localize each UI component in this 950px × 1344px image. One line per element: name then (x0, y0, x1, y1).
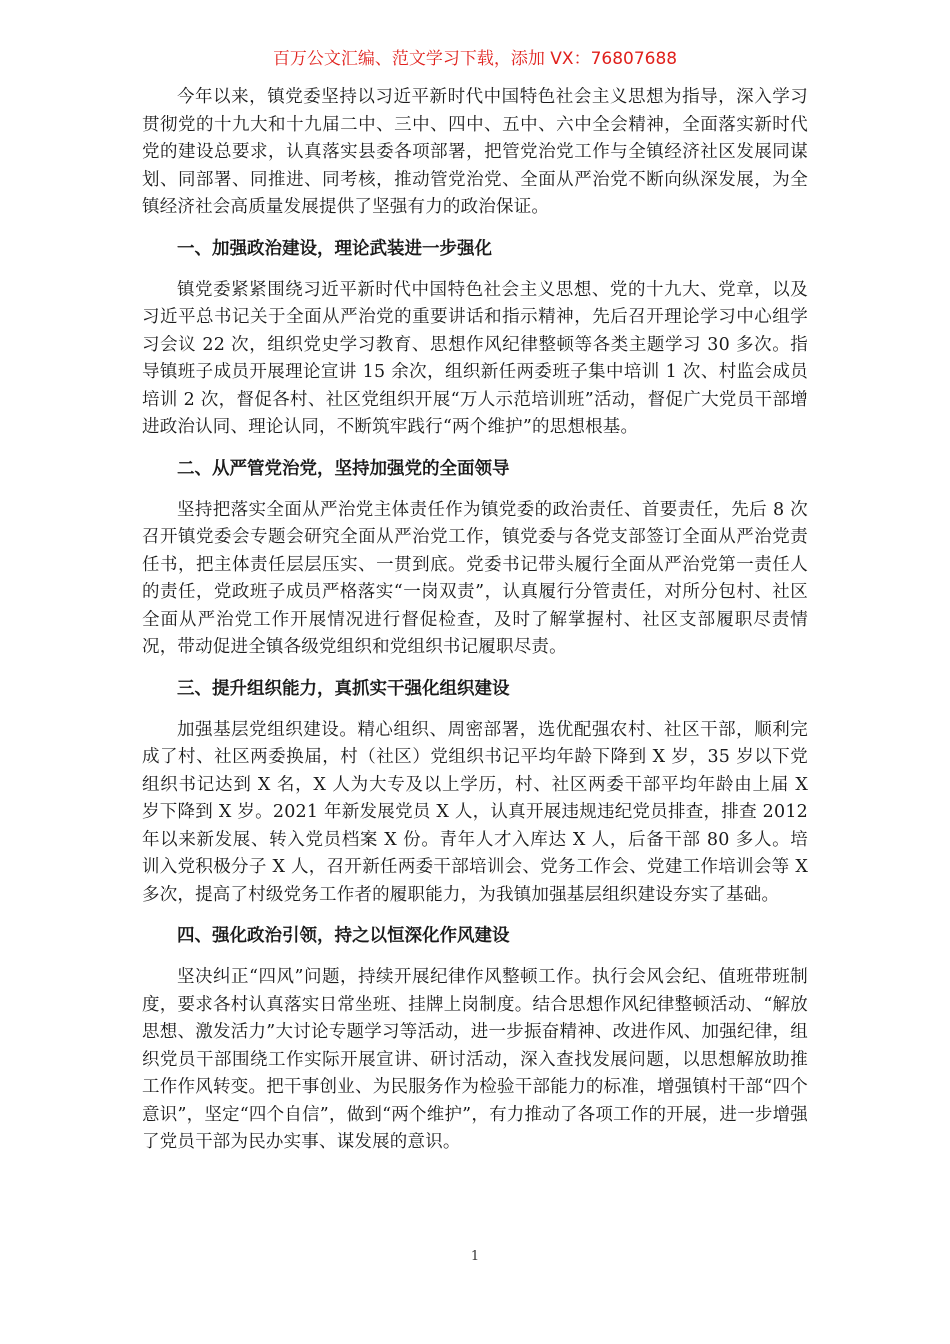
section-heading-4: 四、强化政治引领，持之以恒深化作风建设 (177, 926, 510, 946)
intro-paragraph: 今年以来，镇党委坚持以习近平新时代中国特色社会主义思想为指导，深入学习贯彻党的十九大和十九届二中、三中、四中、五中、六中全会精神，全面落实新时代党的建设总要求，认真落实县委各项部署，把管党治党工作与全镇经济社区发展同谋划、同部署、同推进、同考核，推动管党治党、全面从严治党不断向纵深发展，为全镇经济社会高质量发展提供了坚强有力的政治保证。 (142, 87, 808, 217)
section-paragraph-4: 坚决纠正“四风”问题，持续开展纪律作风整顿工作。执行会风会纪、值班带班制度，要求各村认真落实日常坐班、挂牌上岗制度。结合思想作风纪律整顿活动、“解放思想、激发活力”大讨论专题学习等活动，进一步振奋精神、改进作风、加强纪律，组织党员干部围绕工作实际开展宣讲、研讨活动，深入查找发展问题，以思想解放助推工作作风转变。把干事创业、为民服务作为检验干部能力的标准，增强镇村干部“四个意识”，坚定“四个自信”，做到“两个维护”，有力推动了各项工作的开展，进一步增强了党员干部为民办实事、谋发展的意识。 (142, 967, 808, 1152)
section-paragraph-2: 坚持把落实全面从严治党主体责任作为镇党委的政治责任、首要责任，先后 8 次召开镇党委会专题会研究全面从严治党工作，镇党委与各党支部签订全面从严治党责任书，把主体责任层层压实、一贯到底。党委书记带头履行全面从严治党第一责任人的责任，党政班子成员严格落实“一岗双责”，认真履行分管责任，对所分包村、社区全面从严治党工作开展情况进行督促检查，及时了解掌握村、社区支部履职尽责情况，带动促进全镇各级党组织和党组织书记履职尽责。 (142, 499, 808, 657)
section-paragraph-3: 加强基层党组织建设。精心组织、周密部署，选优配强农村、社区干部，顺利完成了村、社区两委换届，村（社区）党组织书记平均年龄下降到 X 岁，35 岁以下党组织书记达到 X 名，X 人为大专及以上学历，村、社区两委干部平均年龄由上届 X 岁下降到 X 岁。2021 年新发展党员 X 人，认真开展违规违纪党员排查，排查 2012 年以来新发展、转入党员档案 X 份。青年人才入库达 X 人，后备干部 80 多人。培训入党积极分子 X 人，召开新任两委干部培训会、党务工作会、党建工作培训会等 X 多次，提高了村级党务工作者的履职能力，为我镇加强基层组织建设夯实了基础。 (142, 719, 808, 905)
document-body (142, 84, 808, 1157)
section-paragraph-1: 镇党委紧紧围绕习近平新时代中国特色社会主义思想、党的十九大、党章，以及习近平总书记关于全面从严治党的重要讲话和指示精神，先后召开理论学习中心组学习会议 22 次，组织党史学习教育、思想作风纪律整顿等各类主题学习 30 多次。指导镇班子成员开展理论宣讲 15 余次，组织新任两委班子集中培训 1 次、村监会成员培训 2 次，督促各村、社区党组织开展“万人示范培训班”活动，督促广大党员干部增进政治认同、理论认同，不断筑牢践行“两个维护”的思想根基。 (142, 279, 808, 437)
section-heading-3: 三、提升组织能力，真抓实干强化组织建设 (177, 678, 510, 699)
page-number: 1 (470, 1249, 480, 1264)
section-heading-1: 一、加强政治建设，理论武装进一步强化 (177, 238, 492, 259)
header-banner: 百万公文汇编、范文学习下载，添加 VX：76807688 (272, 49, 678, 69)
section-heading-2: 二、从严管党治党，坚持加强党的全面领导 (177, 458, 510, 479)
